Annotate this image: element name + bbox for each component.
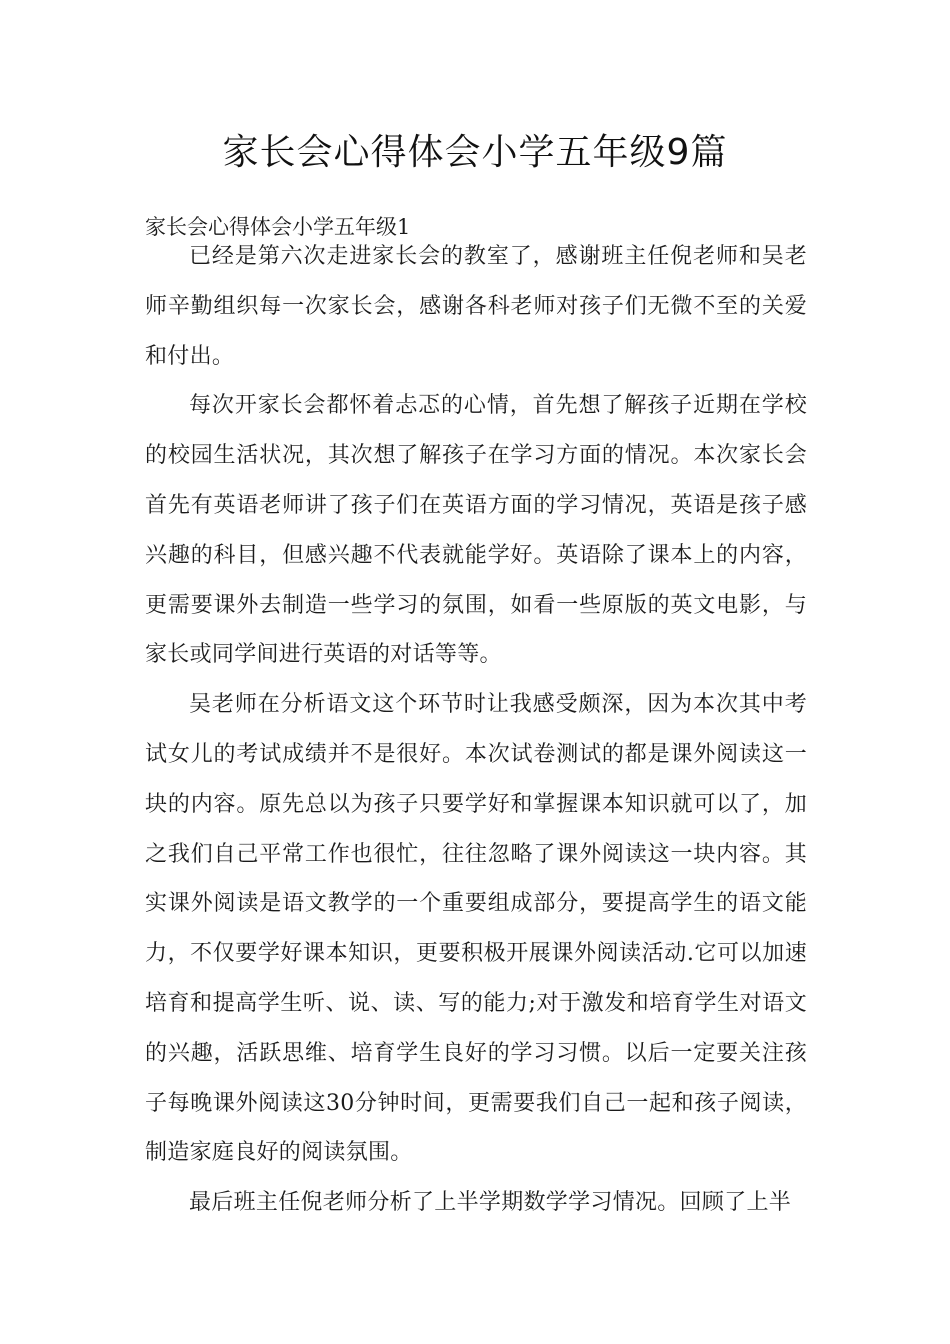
section-heading: 家长会心得体会小学五年级1 <box>145 215 411 239</box>
paragraph: 吴老师在分析语文这个环节时让我感受颇深，因为本次其中考试女儿的考试成绩并不是很好。本次试卷测试的都是课外阅读这一块的内容。原先总以为孩子只要学好和掌握课本知识就可以了，加之我们自己平常工作也很忙，往往忽略了课外阅读这一块内容。其实课外阅读是语文教学的一个重要组成部分，要提高学生的语文能力，不仅要学好课本知识，更要积极开展课外阅读活动.它可以加速培育和提高学生听、说、读、写的能力;对于激发和培育学生对语文的兴趣，活跃思维、培育学生良好的学习习惯。以后一定要关注孩子每晚课外阅读这30分钟时间，更需要我们自己一起和孩子阅读，制造家庭良好的阅读氛围。 <box>145 692 807 1166</box>
paragraph: 已经是第六次走进家长会的教室了，感谢班主任倪老师和吴老师辛勤组织每一次家长会，感谢各科老师对孩子们无微不至的关爱和付出。 <box>145 244 807 369</box>
document-body <box>145 232 807 1228</box>
paragraph: 每次开家长会都怀着忐忑的心情，首先想了解孩子近期在学校的校园生活状况，其次想了解孩子在学习方面的情况。本次家长会首先有英语老师讲了孩子们在英语方面的学习情况，英语是孩子感兴趣的科目，但感兴趣不代表就能学好。英语除了课本上的内容，更需要课外去制造一些学习的氛围，如看一些原版的英文电影，与家长或同学间进行英语的对话等等。 <box>145 393 807 668</box>
document-title: 家长会心得体会小学五年级9篇 <box>222 132 728 173</box>
paragraph: 最后班主任倪老师分析了上半学期数学学习情况。回顾了上半 <box>189 1190 792 1216</box>
